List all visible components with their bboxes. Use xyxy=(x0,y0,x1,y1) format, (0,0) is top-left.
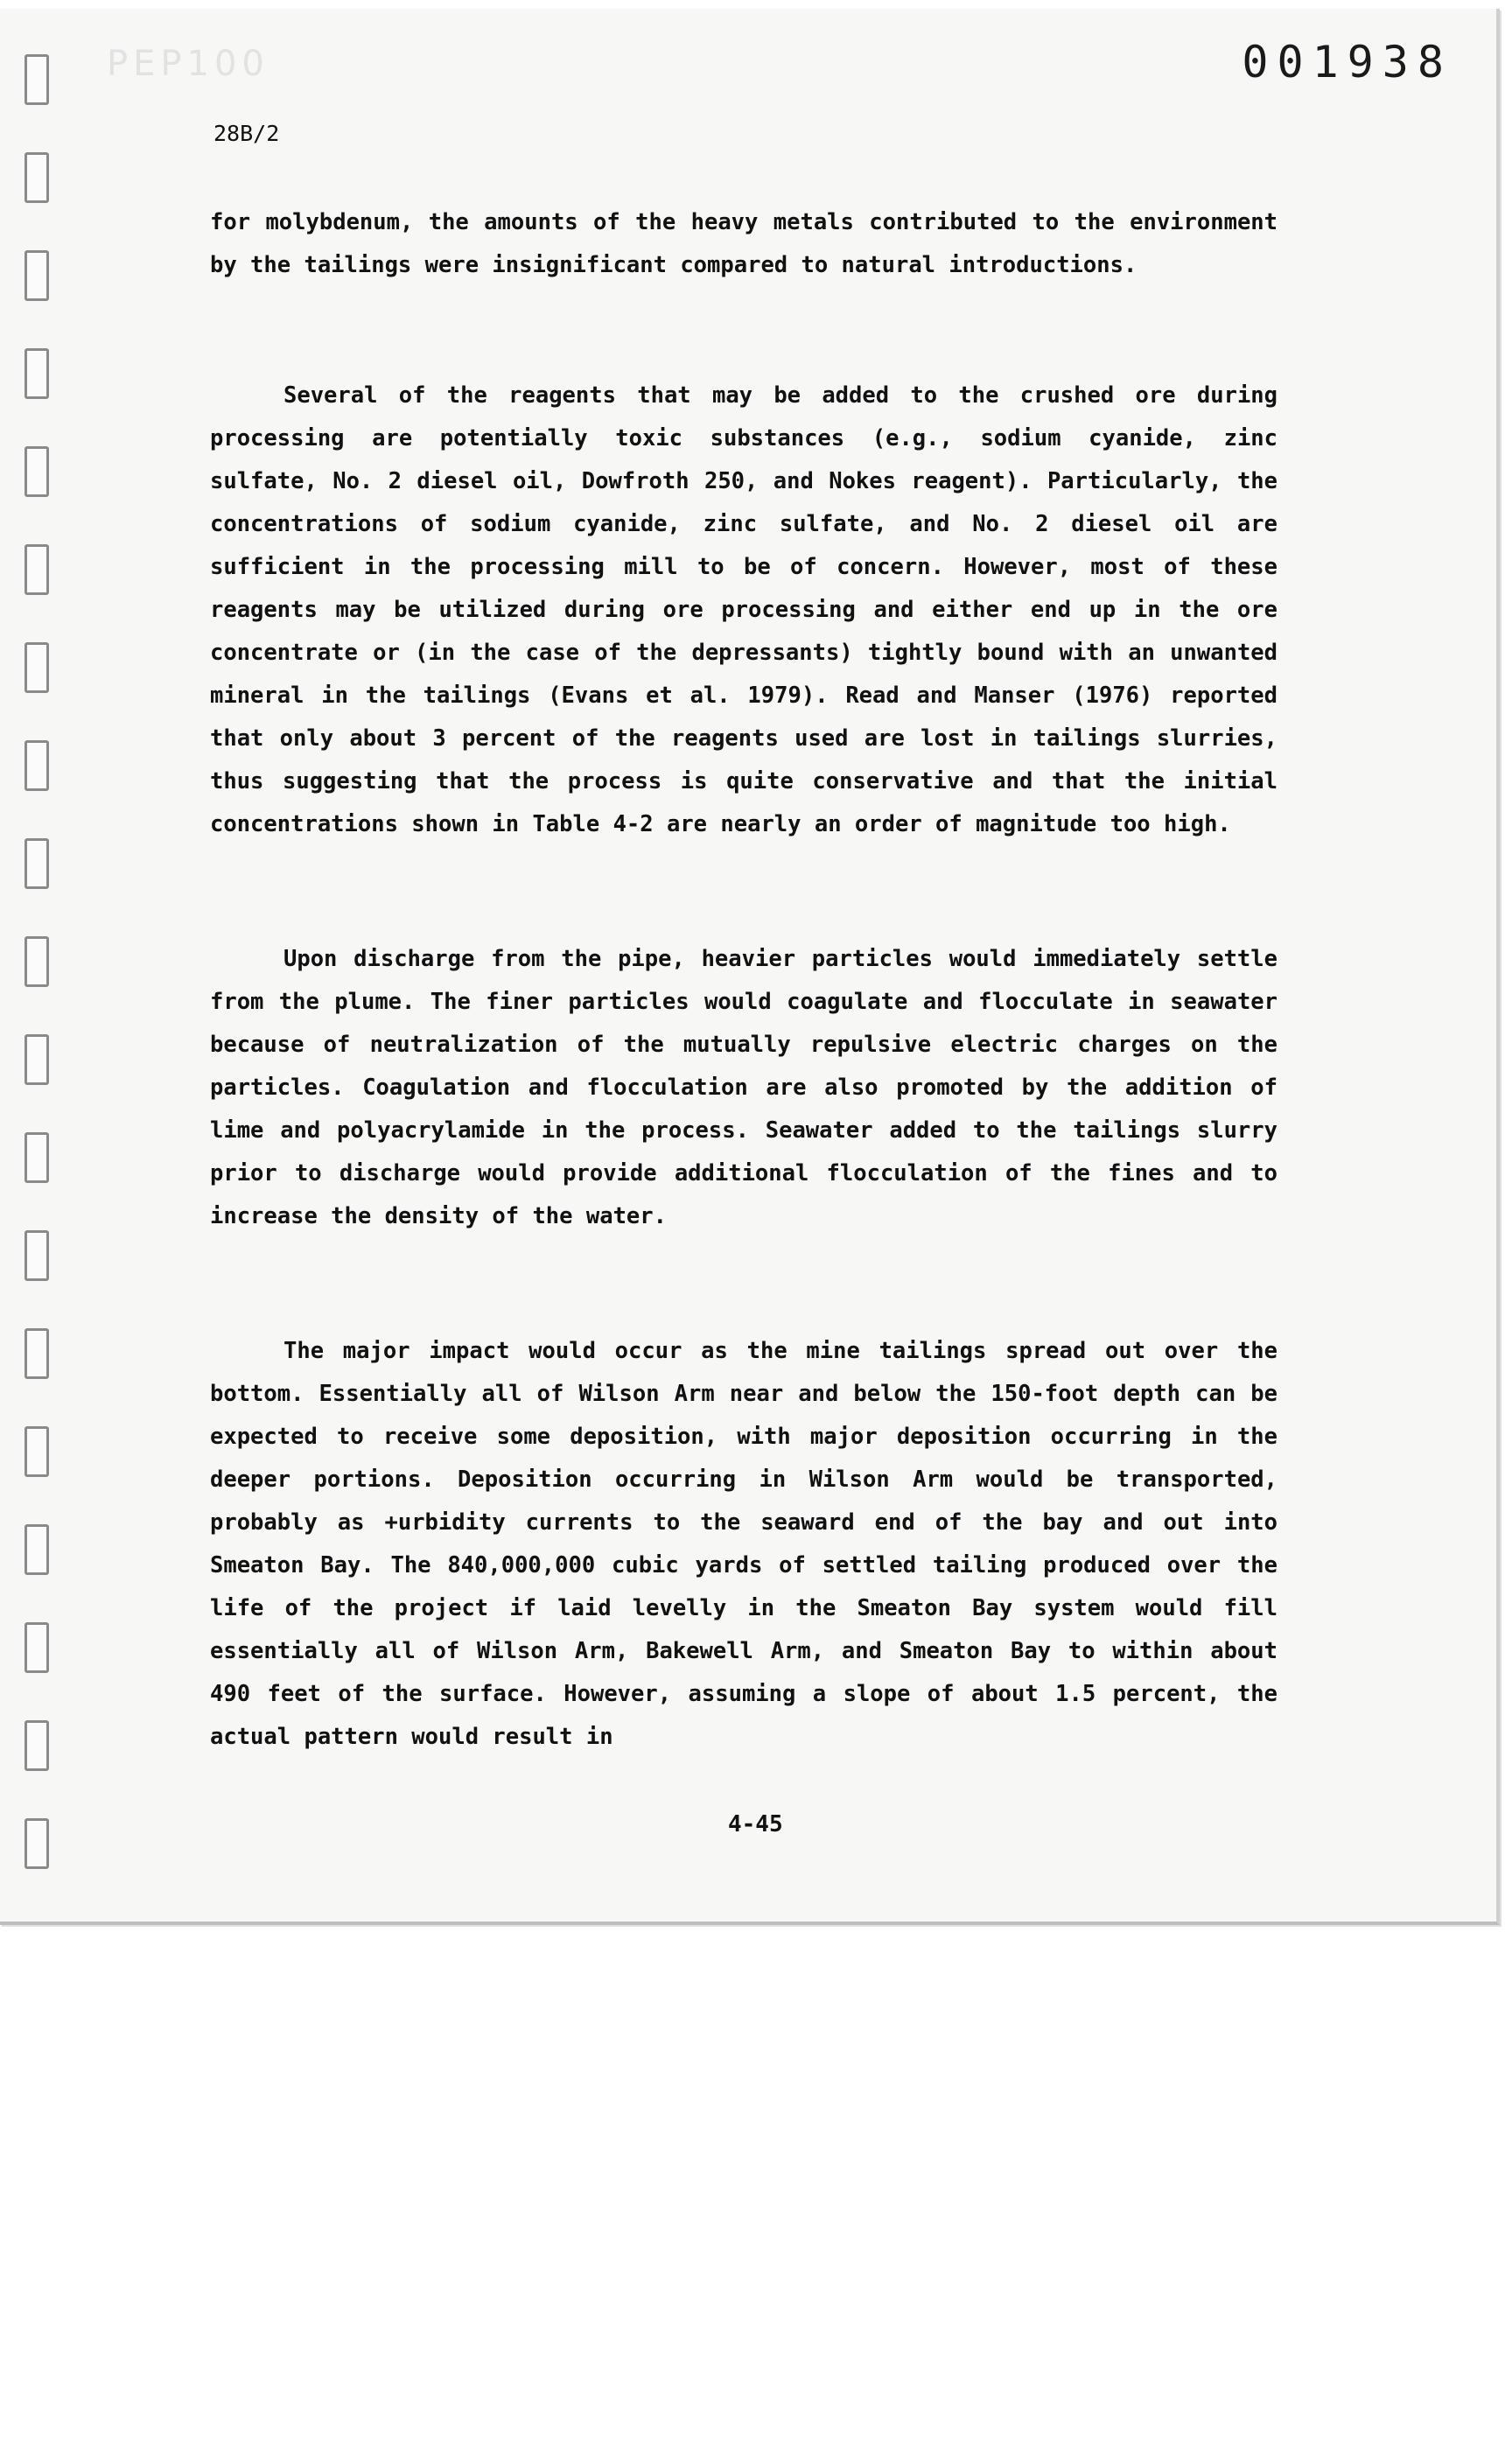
binder-hole xyxy=(24,250,49,301)
paragraph-3: Upon discharge from the pipe, heavier particles would immediately settle from the plume. The finer particles would coagulate and flocculate in seawater because of neutralization of the mutually repulsive electric charges on the particles. Coagulation and flocculation are also promoted by the addition of lime and polyacrylamide in the process. Seawater added to the tailings slurry prior to discharge would provide additional flocculation of the fines and to increase the density of the water. xyxy=(210,946,1278,1229)
page-number: 4-45 xyxy=(728,1811,783,1838)
binder-hole xyxy=(24,1720,49,1771)
binder-hole xyxy=(24,740,49,791)
binder-hole xyxy=(24,1622,49,1673)
document-number: 001938 xyxy=(1242,37,1452,88)
binder-hole xyxy=(24,838,49,889)
binder-hole xyxy=(24,1132,49,1183)
binder-hole xyxy=(24,936,49,987)
paragraph-4: The major impact would occur as the mine tailings spread out over the bottom. Essentially all of Wilson Arm near and below the 150-foot depth can be expected to receive some deposition, with major deposition occurring in the deeper portions. Deposition occurring in Wilson Arm would be transported, probably as +urbidity currents to the seaward end of the bay and out into Smeaton Bay. The 840,000,000 cubic yards of settled tailing produced over the life of the project if laid levelly in the Smeaton Bay system would fill essentially all of Wilson Arm, Bakewell Arm, and Smeaton Bay to within about 490 feet of the surface. However, assuming a slope of about 1.5 percent, the actual pattern would result in xyxy=(210,1338,1278,1750)
paragraph-2: Several of the reagents that may be added to the crushed ore during processing are potentially toxic substances (e.g., sodium cyanide, zinc sulfate, No. 2 diesel oil, Dowfroth 250, and Nokes reagent). Particularly, the concentrations of sodium cyanide, zinc sulfate, and No. 2 diesel oil are sufficient in the processing mill to be of concern. However, most of these reagents may be utilized during ore processing and either end up in the ore concentrate or (in the case of the depressants) tightly bound with an unwanted mineral in the tailings (Evans et al. 1979). Read and Manser (1976) reported that only about 3 percent of the reagents used are lost in tailings slurries, thus suggesting that the process is quite conservative and that the initial concentrations shown in Table 4-2 are nearly an order of magnitude too high. xyxy=(210,382,1278,837)
sheet-id: 28B/2 xyxy=(214,121,280,146)
binder-hole xyxy=(24,1034,49,1085)
binder-hole xyxy=(24,544,49,595)
binder-hole xyxy=(24,446,49,497)
binder-hole xyxy=(24,1230,49,1281)
binder-hole xyxy=(24,642,49,693)
faint-stamp: PEP100 xyxy=(107,44,270,84)
binder-hole xyxy=(24,1328,49,1379)
binder-hole xyxy=(24,152,49,203)
binder-hole xyxy=(24,1426,49,1477)
binder-hole xyxy=(24,1524,49,1575)
binder-hole xyxy=(24,1818,49,1869)
binder-hole xyxy=(24,348,49,399)
binder-hole xyxy=(24,54,49,105)
scanned-page xyxy=(0,9,1500,1925)
paragraph-1: for molybdenum, the amounts of the heavy metals contributed to the environment by the tailings were insignificant compared to natural introductions. xyxy=(210,209,1278,278)
